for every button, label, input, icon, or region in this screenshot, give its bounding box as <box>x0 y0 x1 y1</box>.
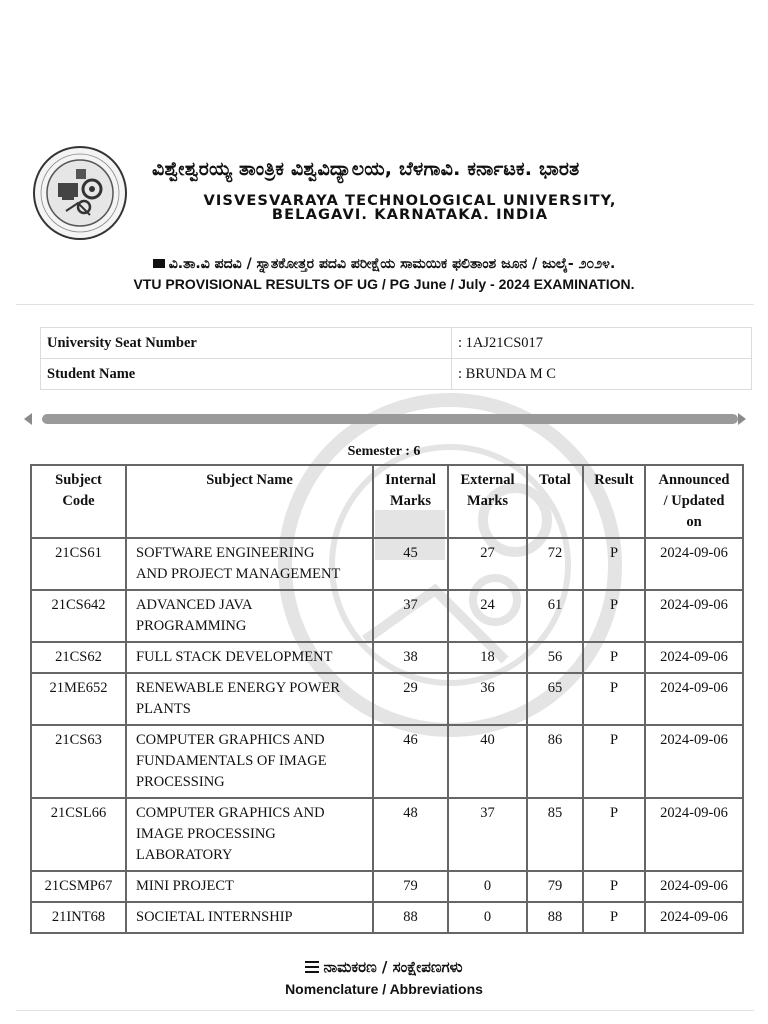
list-icon <box>305 961 319 973</box>
internal-marks: 38 <box>373 642 448 673</box>
total-marks: 79 <box>527 871 583 902</box>
total-marks: 65 <box>527 673 583 725</box>
table-row <box>31 725 743 798</box>
total-marks: 85 <box>527 798 583 871</box>
result: P <box>583 902 645 933</box>
table-row <box>31 590 743 642</box>
results-title-kannada-text: ವಿ.ತಾ.ವಿ ಪದವಿ / ಸ್ನಾತಕೋತ್ತರ ಪದವಿ ಪರೀಕ್ಷೆಯ ಸಾಮಯಿಕ ಫಲಿತಾಂಶ ಜೂನ / ಜುಲೈ- ೨೦೨೪. <box>168 256 616 272</box>
marks-table-header <box>31 465 743 538</box>
marks-table <box>30 464 744 934</box>
internal-marks: 45 <box>373 538 448 590</box>
header-internal-marks: Internal Marks <box>373 465 448 538</box>
horizontal-scrollbar[interactable] <box>20 410 748 428</box>
internal-marks: 37 <box>373 590 448 642</box>
table-row <box>31 902 743 933</box>
announced-date: 2024-09-06 <box>645 902 743 933</box>
table-row <box>31 642 743 673</box>
total-marks: 88 <box>527 902 583 933</box>
external-marks: 18 <box>448 642 527 673</box>
scroll-left-arrow-icon[interactable] <box>24 413 32 425</box>
announced-date: 2024-09-06 <box>645 798 743 871</box>
subject-name: COMPUTER GRAPHICS AND IMAGE PROCESSING LABORATORY <box>126 798 373 871</box>
nomenclature-title-kannada-text: ನಾಮಕರಣ / ಸಂಕ್ಷೇಪಣಗಳು <box>323 958 463 976</box>
result: P <box>583 673 645 725</box>
results-title-kannada <box>0 256 768 272</box>
vtu-logo <box>32 145 128 241</box>
internal-marks: 46 <box>373 725 448 798</box>
subject-code: 21CS62 <box>31 642 126 673</box>
subject-code: 21CS61 <box>31 538 126 590</box>
subject-code: 21CSMP67 <box>31 871 126 902</box>
subject-name: FULL STACK DEVELOPMENT <box>126 642 373 673</box>
monitor-icon <box>153 259 165 268</box>
announced-date: 2024-09-06 <box>645 871 743 902</box>
header-subject-code: Subject Code <box>31 465 126 538</box>
university-name-english-line1: VISVESVARAYA TECHNOLOGICAL UNIVERSITY, <box>203 192 617 209</box>
subject-code: 21CS63 <box>31 725 126 798</box>
result: P <box>583 642 645 673</box>
announced-date: 2024-09-06 <box>645 673 743 725</box>
announced-date: 2024-09-06 <box>645 642 743 673</box>
table-row <box>31 871 743 902</box>
scroll-right-arrow-icon[interactable] <box>738 413 746 425</box>
student-name-row <box>41 359 752 390</box>
result: P <box>583 538 645 590</box>
header-subject-name: Subject Name <box>126 465 373 538</box>
student-name-label: Student Name <box>41 359 452 390</box>
university-name-english-line2: BELAGAVI. KARNATAKA. INDIA <box>271 206 549 223</box>
result: P <box>583 590 645 642</box>
subject-name: COMPUTER GRAPHICS AND FUNDAMENTALS OF IMAGE PROCESSING <box>126 725 373 798</box>
table-row <box>31 538 743 590</box>
total-marks: 61 <box>527 590 583 642</box>
nomenclature-title-english: Nomenclature / Abbreviations <box>285 981 483 997</box>
subject-name: SOFTWARE ENGINEERING AND PROJECT MANAGEMENT <box>126 538 373 590</box>
announced-date: 2024-09-06 <box>645 725 743 798</box>
divider <box>16 304 754 305</box>
total-marks: 86 <box>527 725 583 798</box>
scrollbar-thumb[interactable] <box>42 414 738 424</box>
announced-date: 2024-09-06 <box>645 538 743 590</box>
subject-name: ADVANCED JAVA PROGRAMMING <box>126 590 373 642</box>
subject-code: 21INT68 <box>31 902 126 933</box>
internal-marks: 88 <box>373 902 448 933</box>
nomenclature-title-kannada <box>0 958 768 976</box>
total-marks: 72 <box>527 538 583 590</box>
result: P <box>583 798 645 871</box>
internal-marks: 48 <box>373 798 448 871</box>
external-marks: 24 <box>448 590 527 642</box>
internal-marks: 29 <box>373 673 448 725</box>
header-external-marks: External Marks <box>448 465 527 538</box>
header-total: Total <box>527 465 583 538</box>
announced-date: 2024-09-06 <box>645 590 743 642</box>
subject-name: MINI PROJECT <box>126 871 373 902</box>
usn-label: University Seat Number <box>41 328 452 359</box>
results-title-english: VTU PROVISIONAL RESULTS OF UG / PG June / July - 2024 EXAMINATION. <box>133 276 635 292</box>
external-marks: 0 <box>448 902 527 933</box>
external-marks: 0 <box>448 871 527 902</box>
external-marks: 36 <box>448 673 527 725</box>
semester-label: Semester : 6 <box>347 444 421 459</box>
total-marks: 56 <box>527 642 583 673</box>
subject-code: 21CS642 <box>31 590 126 642</box>
external-marks: 40 <box>448 725 527 798</box>
internal-marks: 79 <box>373 871 448 902</box>
divider <box>16 1010 754 1011</box>
result: P <box>583 871 645 902</box>
subject-name: SOCIETAL INTERNSHIP <box>126 902 373 933</box>
subject-name: RENEWABLE ENERGY POWER PLANTS <box>126 673 373 725</box>
result: P <box>583 725 645 798</box>
table-row <box>31 673 743 725</box>
table-row <box>31 798 743 871</box>
external-marks: 37 <box>448 798 527 871</box>
subject-code: 21CSL66 <box>31 798 126 871</box>
usn-value: : 1AJ21CS017 <box>452 328 752 359</box>
header-announced: Announced / Updated on <box>645 465 743 538</box>
external-marks: 27 <box>448 538 527 590</box>
header-result: Result <box>583 465 645 538</box>
usn-row <box>41 328 752 359</box>
subject-code: 21ME652 <box>31 673 126 725</box>
university-name-kannada: ವಿಶ್ವೇಶ್ವರಯ್ಯ ತಾಂತ್ರಿಕ ವಿಶ್ವವಿದ್ಯಾಲಯ, ಬೆಳಗಾವಿ. ಕರ್ನಾಟಕ. ಭಾರತ <box>152 158 580 180</box>
student-name-value: : BRUNDA M C <box>452 359 752 390</box>
student-info-table <box>40 327 752 390</box>
